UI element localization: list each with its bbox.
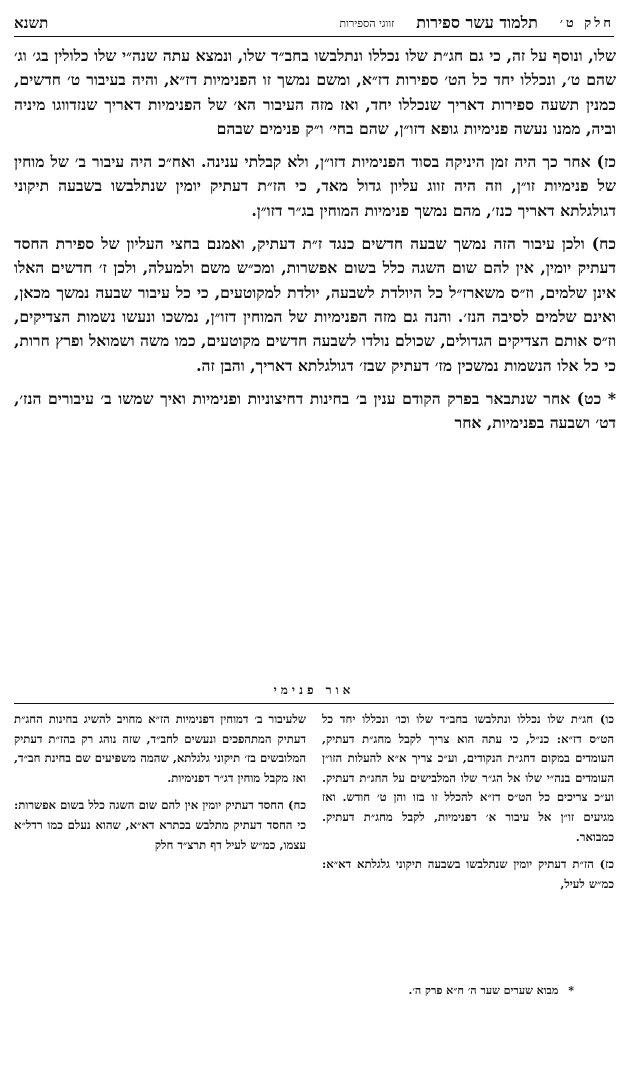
- paragraph-lead: כח) ולכן: [561, 234, 617, 254]
- page-number: תשנא: [14, 13, 49, 32]
- header-right-group: [339, 13, 614, 33]
- main-paragraph: [14, 232, 616, 378]
- section-title: זווגי הספירות: [339, 16, 395, 30]
- paragraph-lead: כז) אחר כך: [542, 152, 616, 172]
- commentary-lead: כז) הז״ת: [572, 857, 614, 872]
- main-paragraph: [14, 387, 616, 436]
- commentary-body: דעתיק יומין אין להם שום השגה כלל בשום אפשרות: כי החסד דעתיק מתלבש בכתרא דא״א, שהוא נעלם כמו רדל״א עצמו, כמ״ש לעיל דף תרצ״ד חלק: [14, 798, 306, 852]
- main-paragraph: [14, 44, 616, 141]
- commentary-body: דעתיק יומין שנתלבשו בשבעה תיקוני גלגלתא דא״א: כמ״ש לעיל,: [322, 857, 614, 891]
- commentary-paragraph: [14, 796, 306, 855]
- commentary-paragraph: [14, 710, 306, 788]
- commentary-left-column: [14, 710, 306, 902]
- page-header: [14, 10, 614, 37]
- paragraph-lead: * כט) אחר: [543, 388, 616, 408]
- commentary-heading: אור פנימי: [273, 683, 355, 697]
- commentary-lead: כח) החסד: [258, 798, 306, 813]
- commentary-divider: [14, 703, 614, 704]
- footnote-marker: *: [568, 984, 574, 997]
- footnote-text: מבוא שערים שער ה׳ ח״א פרק ה׳.: [408, 984, 559, 997]
- commentary-paragraph: [322, 710, 614, 847]
- part-label: חלק ט׳: [559, 16, 614, 31]
- main-paragraph: [14, 150, 616, 223]
- book-title: תלמוד עשר ספירות: [416, 13, 538, 32]
- paragraph-body: שלו, ונוסף על זה, כי גם חג״ת שלו נכללו ונתלבשו בחב״ד שלו, ונמצא עתה שנה״י שלו כלולין בג׳ וג׳ שהם ט׳, ונכללו יחד כל הט׳ ספירות דז״א, ומשם נמשך זו הפנימיות דז״א, והיה בעיבור ט׳ חדשים, כמנין תשעה ספירות דאריך שנכללו יחד, ואז מזה העיבור הא׳ של הפנימיות דאריך שנזדווגו מיניה וביה, ממנו נעשה פנימיות גופא דזו״ן, שהם בחי׳ ו״ק פנימים שבהם: [14, 46, 616, 138]
- paragraph-body: שנתבאר בפרק הקודם ענין ב׳ בחינות דחיצוניות ופנימיות ואיך שמשו ב׳ עיבורים הנז׳, דט׳ ושבעה בפנימיות, אחר: [14, 388, 616, 433]
- paragraph-body: עיבור הזה נמשך שבעה חדשים כנגד ז״ת דעתיק, ואמנם בחצי העליון של ספירת החסד דעתיק יומין, אין להם שום השגה כלל בשום אפשרות, ומכ״ש משם ולמעלה, ולכן ז׳ חדשים האלו אינן שלמים, וז״ס משארז״ל כל היולדת לשבעה, יולדת למקוטעים, כי כל עיבור שבעה נמשך מכאן, ואינם שלמים לסיבה הנז׳. והנה גם מזה הפנימיות של המוחין דזו״ן, נמשכו ונעשו נשמות הצדיקים, וז״ס אותם הצדיקים הגדולים, שכולם נולדו לשבעה חדשים מקוטעים, כמו משה ושמואל ופרץ חרות, כי כל אלו הנשמות נמשכין מז׳ דעתיק שבז׳ דגולגלתא דאריך, והבן זה.: [14, 234, 616, 375]
- commentary-body: שלו נכללו ונתלבשו בחב״ד שלו וכו׳ ונכללו יחד כל הט״ס דז״א: כנ״ל, כי עתה הוא צריך לקבל מחג״ת דעתיק, העומדים במקום דחג״ת הנקודים, וע״כ צריך א״א להעלות הזו״ן העומדים בנה״י שלו אל הג״ר שלו המלבישים על החג״ת דעתיק. וע״כ צריכים כל הט״ס דז״א להכלל זו בזו והן ט׳ חודש. ואז מגיעים זו״ן אל עיבור א׳ דפנימיות, לקבל מחג״ת דעתיק. כמבואר.: [322, 712, 614, 844]
- commentary-body: שלעיבור ב׳ דמוחין דפנימיות הז״א מחויב להשיג בחינות החג״ת דעתיק המתהפכים ונעשים לחב״ד, שזה נוהג רק בהז״ת דעתיק המלובשים בז׳ תיקוני גלגלתא, שהמה משפיעים שם בחינת חב״ד, ואז מקבל מוחין דג״ר דפנימיות.: [14, 712, 306, 785]
- main-text: [14, 44, 616, 444]
- commentary-right-column: [322, 710, 614, 902]
- commentary-columns: [14, 710, 614, 902]
- commentary-lead: כו) חג״ת: [570, 712, 614, 726]
- source-footnote: [409, 984, 574, 997]
- paragraph-body: היה זמן היניקה בסוד הפנימיות דזו״ן, ולא קבלתי ענינה. ואח״כ היה עיבור ב׳ של מוחין של פנימיות זו״ן, וזה היה זווג עליון גדול מאד, כי הז״ת דעתיק יומין שנתלבשו בשבעה תיקוני דגולגלתא דאריך כנז׳, מהם נמשך פנימיות המוחין בג״ר דזו״ן.: [14, 152, 616, 220]
- commentary-paragraph: [322, 855, 614, 894]
